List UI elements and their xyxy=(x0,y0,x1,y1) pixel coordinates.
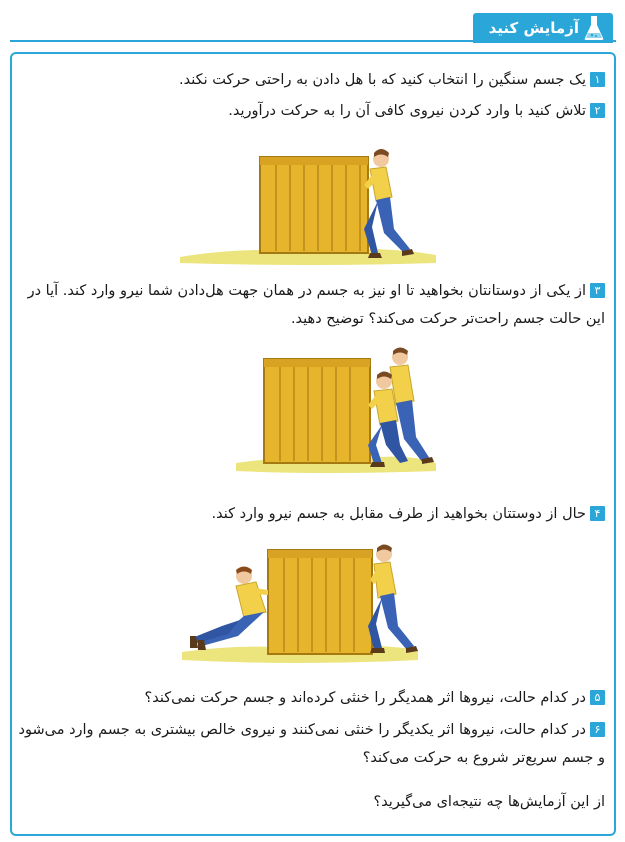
step-6-text: در کدام حالت، نیروها اثر یکدیگر را خنثی نمی‌کنند و نیروی خالص بیشتری به جسم وارد می‌شود و جسم سریع‌تر شروع به حرکت می‌کند؟ xyxy=(18,722,605,766)
section-header xyxy=(473,13,613,43)
step-3 xyxy=(18,277,605,333)
person-pushing xyxy=(364,149,414,258)
step-2 xyxy=(18,97,605,125)
flask-icon xyxy=(583,15,605,41)
step-5-text: در کدام حالت، نیروها اثر همدیگر را خنثی کرده‌اند و جسم حرکت نمی‌کند؟ xyxy=(144,690,586,706)
wooden-crate xyxy=(264,359,370,463)
step-6 xyxy=(18,716,605,772)
step-2-text: تلاش کنید با وارد کردن نیروی کافی آن را به حرکت درآورید. xyxy=(228,103,586,119)
final-question-text: از این آزمایش‌ها چه نتیجه‌ای می‌گیرید؟ xyxy=(373,794,605,810)
step-number-4: ۴ xyxy=(590,506,605,521)
step-number-1: ۱ xyxy=(590,72,605,87)
step-number-6: ۶ xyxy=(590,722,605,737)
step-number-2: ۲ xyxy=(590,103,605,118)
final-question xyxy=(18,788,605,816)
step-number-3: ۳ xyxy=(590,283,605,298)
illustration-two-pushers-same-side xyxy=(178,345,438,477)
step-4-text: حال از دوستتان بخواهید از طرف مقابل به جسم نیرو وارد کند. xyxy=(211,506,586,522)
wooden-crate xyxy=(260,157,368,253)
step-1-text: یک جسم سنگین را انتخاب کنید که با هل دادن به راحتی حرکت نکند. xyxy=(179,72,586,88)
right-person-pushing xyxy=(368,545,418,654)
illustration-one-pusher xyxy=(178,145,438,267)
step-4 xyxy=(18,500,605,528)
step-1 xyxy=(18,66,605,94)
step-5 xyxy=(18,684,605,712)
left-person-pushing xyxy=(190,567,268,651)
illustration-opposite-pushers xyxy=(178,540,438,670)
step-number-5: ۵ xyxy=(590,690,605,705)
section-title: آزمایش کنید xyxy=(488,19,579,37)
wooden-crate xyxy=(268,550,372,654)
step-3-text: از یکی از دوستانتان بخواهید تا او نیز به جسم در همان جهت هل‌دادن شما نیرو وارد کند. آیا در این حالت جسم راحت‌تر حرکت می‌کند؟ توضیح دهید. xyxy=(27,283,605,327)
